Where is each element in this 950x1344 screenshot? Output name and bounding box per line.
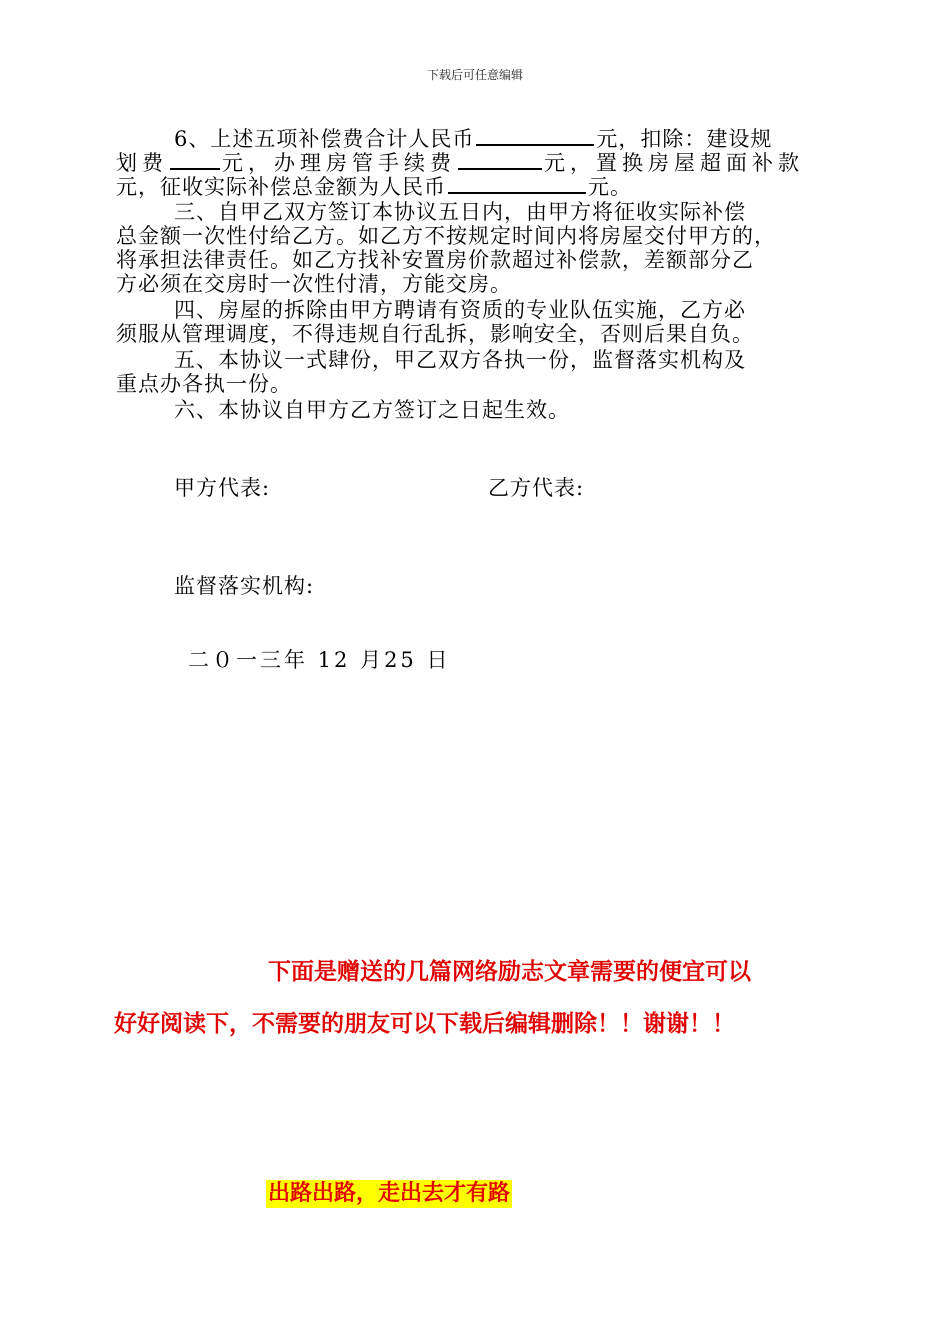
party-b-signature-label: 乙方代表: bbox=[488, 476, 585, 500]
clause-6-text-e: 元，置换房屋超面补款 bbox=[544, 151, 804, 175]
clause-6-text-g: 元。 bbox=[588, 175, 632, 199]
clause-6-final: 六、本协议自甲方乙方签订之日起生效。 bbox=[174, 398, 570, 422]
blank-handling-fee[interactable] bbox=[458, 150, 542, 170]
clause-6-text-d: 元，办理房管手续费 bbox=[222, 151, 456, 175]
signing-date: 二０一三年 12 月25 日 bbox=[188, 648, 451, 672]
promo-line-2: 好好阅读下，不需要的朋友可以下载后编辑删除！！谢谢！！ bbox=[114, 1011, 735, 1037]
blank-planning-fee[interactable] bbox=[170, 150, 220, 170]
clause-4-line-2: 须服从管理调度，不得违规自行乱拆，影响安全，否则后果自负。 bbox=[116, 322, 754, 346]
supervisor-signature-label: 监督落实机构: bbox=[174, 574, 315, 598]
clause-3-line-3: 将承担法律责任。如乙方找补安置房价款超过补偿款，差额部分乙 bbox=[116, 248, 754, 272]
clause-6-text-a: 6、上述五项补偿费合计人民币 bbox=[174, 127, 475, 151]
clause-6-line-3 bbox=[116, 174, 836, 199]
clause-3-line-4: 方必须在交房时一次性付清，方能交房。 bbox=[116, 272, 512, 296]
clause-6-text-f: 元，征收实际补偿总金额为人民币 bbox=[116, 175, 446, 199]
blank-net-amount[interactable] bbox=[448, 174, 586, 194]
blank-total-amount[interactable] bbox=[476, 126, 594, 146]
party-a-signature-label: 甲方代表: bbox=[174, 476, 271, 500]
clause-6-line-2 bbox=[116, 150, 836, 175]
clause-6-text-b: 元，扣除：建设规 bbox=[596, 127, 773, 151]
clause-4-line-1: 四、房屋的拆除由甲方聘请有资质的专业队伍实施，乙方必 bbox=[174, 298, 746, 322]
page-header: 下载后可任意编辑 bbox=[426, 68, 523, 82]
article-title-highlighted: 出路出路，走出去才有路 bbox=[268, 1181, 511, 1206]
clause-5-line-1: 五、本协议一式肆份，甲乙双方各执一份，监督落实机构及 bbox=[174, 348, 746, 372]
clause-3-line-2: 总金额一次性付给乙方。如乙方不按规定时间内将房屋交付甲方的， bbox=[116, 224, 776, 248]
clause-6-line-1 bbox=[174, 126, 894, 151]
clause-5-line-2: 重点办各执一份。 bbox=[116, 372, 292, 396]
clause-6-text-c: 划费 bbox=[116, 151, 168, 175]
clause-3-line-1: 三、自甲乙双方签订本协议五日内，由甲方将征收实际补偿 bbox=[174, 200, 746, 224]
promo-line-1: 下面是赠送的几篇网络励志文章需要的便宜可以 bbox=[268, 959, 751, 985]
